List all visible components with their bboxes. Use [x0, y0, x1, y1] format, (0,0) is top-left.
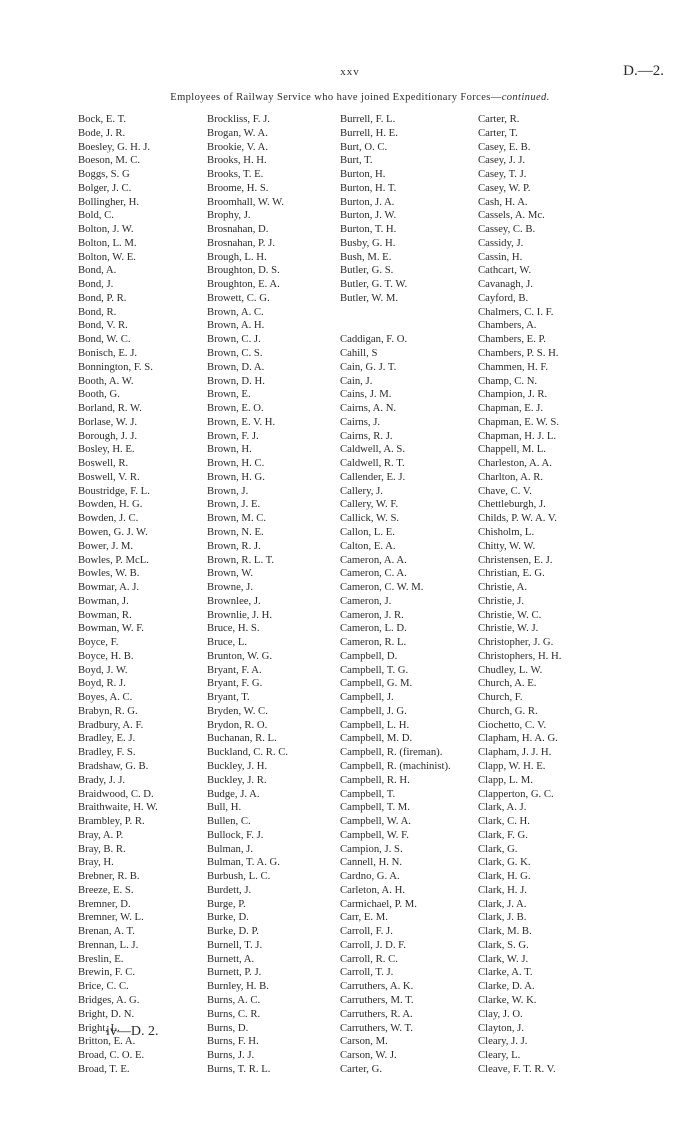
name-entry: Church, F. — [478, 691, 523, 704]
name-entry: Clark, J. A. — [478, 897, 527, 910]
name-entry: Burns, F. H. — [207, 1035, 259, 1048]
name-entry: Boyce, F. — [78, 636, 119, 649]
name-entry: Chapman, E. J. — [478, 402, 544, 415]
name-entry: Champ, C. N. — [478, 374, 538, 387]
name-entry: Bush, M. E. — [340, 250, 392, 263]
name-entry: Bond, W. C. — [78, 333, 131, 346]
name-entry: Campbell, M. D. — [340, 732, 413, 745]
name-entry: Britton, E. A. — [78, 1035, 136, 1048]
name-entry: Brown, N. E. — [207, 525, 264, 538]
name-entry: Burns, T. R. L. — [207, 1062, 271, 1075]
name-entry: Burton, J. W. — [340, 209, 397, 222]
name-entry: Breeze, E. S. — [78, 883, 134, 896]
name-entry: Brown, E. V. H. — [207, 415, 276, 428]
name-entry: Carroll, J. D. F. — [340, 938, 406, 951]
name-entry: Callery, J. — [340, 484, 383, 497]
name-entry: Brookie, V. A. — [207, 140, 269, 153]
name-entry: Carson, W. J. — [340, 1049, 397, 1062]
name-entry: Cameron, R. L. — [340, 636, 407, 649]
footer-reference: iv—D. 2. — [106, 1024, 159, 1039]
name-entry: Carter, R. — [478, 113, 520, 125]
name-entry: Cash, H. A. — [478, 195, 528, 208]
name-entry: Cain, G. J. T. — [340, 360, 397, 373]
name-column-1 — [78, 113, 158, 1077]
name-entry: Clark, A. J. — [478, 801, 527, 814]
name-entry: Browne, J. — [207, 581, 254, 594]
name-entry: Carter, G. — [340, 1062, 383, 1075]
name-entry: Brown, M. C. — [207, 512, 267, 525]
name-entry: Carter, T. — [478, 126, 518, 139]
heading-text: Employees of Railway Service who have joined Expeditionary Forces— — [170, 92, 502, 103]
name-entry: Buckland, C. R. C. — [207, 746, 289, 759]
name-entry: Clark, G. K. — [478, 856, 531, 869]
name-entry: Clark, G. — [478, 842, 518, 855]
name-entry: Burge, P. — [207, 897, 246, 910]
name-entry: Bolton, W. E. — [78, 250, 136, 263]
name-entry: Campbell, T. M. — [340, 801, 410, 814]
name-entry: Burns, C. R. — [207, 1007, 261, 1020]
name-entry: Chisholm, L. — [478, 525, 535, 538]
name-entry: Bock, E. T. — [78, 113, 126, 125]
name-entry: Cavanagh, J. — [478, 278, 533, 291]
name-entry: Brownlee, J. — [207, 594, 261, 607]
name-entry: Cameron, J. R. — [340, 608, 404, 621]
name-entry: Campbell, T. — [340, 787, 396, 800]
name-entry: Chapman, E. W. S. — [478, 415, 560, 428]
name-entry: Borland, R. W. — [78, 402, 142, 415]
name-entry: Brown, E. O. — [207, 402, 264, 415]
name-entry: Cameron, J. — [340, 594, 392, 607]
name-entry: Brice, C. C. — [78, 980, 129, 993]
name-entry: Chitty, W. W. — [478, 539, 536, 552]
name-entry: Church, G. R. — [478, 704, 538, 717]
name-entry: Bowden, H. G. — [78, 498, 143, 511]
name-entry: Boyd, R. J. — [78, 677, 126, 690]
name-entry: Brabyn, R. G. — [78, 704, 138, 717]
name-entry: Bowman, W. F. — [78, 622, 144, 635]
name-entry: Burns, J. J. — [207, 1049, 255, 1062]
name-entry: Caldwell, A. S. — [340, 443, 406, 456]
name-entry: Clapham, J. J. H. — [478, 746, 552, 759]
name-entry: Brosnahan, D. — [207, 223, 269, 236]
name-entry: Borlase, W. J. — [78, 415, 138, 428]
name-entry: Bonnington, F. S. — [78, 360, 153, 373]
name-entry: Bowles, W. B. — [78, 567, 140, 580]
name-entry: Clark, F. G. — [478, 828, 528, 841]
name-entry: Bode, J. R. — [78, 126, 126, 139]
name-entry: Carroll, T. J. — [340, 966, 394, 979]
name-entry: Clarke, A. T. — [478, 966, 533, 979]
name-entry: Carroll, R. C. — [340, 952, 398, 965]
name-entry: Campbell, G. M. — [340, 677, 413, 690]
name-entry: Burton, H. — [340, 168, 386, 181]
name-entry: Burke, D. — [207, 911, 249, 924]
name-entry: Casey, T. J. — [478, 168, 527, 181]
name-entry: Chave, C. V. — [478, 484, 532, 497]
name-entry: Chambers, A. — [478, 319, 537, 332]
name-entry: Clapp, W. H. E. — [478, 759, 546, 772]
name-entry: Cassey, C. B. — [478, 223, 536, 236]
name-entry: Bond, V. R. — [78, 319, 128, 332]
name-entry: Casey, E. B. — [478, 140, 531, 153]
name-entry: Cairns, J. — [340, 415, 381, 428]
name-entry: Brewin, F. C. — [78, 966, 136, 979]
name-entry: Budge, J. A. — [207, 787, 260, 800]
name-entry: Chambers, P. S. H. — [478, 347, 559, 360]
name-entry: Caldwell, R. T. — [340, 457, 405, 470]
name-entry: Butler, W. M. — [340, 291, 399, 304]
name-entry: Burrell, H. E. — [340, 126, 398, 139]
name-entry: Burton, J. A. — [340, 195, 395, 208]
name-entry: Bremner, D. — [78, 897, 131, 910]
name-entry: Burbush, L. C. — [207, 870, 271, 883]
name-entry: Broomhall, W. W. — [207, 195, 284, 208]
name-entry: Bray, A. P. — [78, 828, 124, 841]
name-entry: Busby, G. H. — [340, 236, 396, 249]
name-entry: Bond, J. — [78, 278, 114, 291]
name-entry: Carleton, A. H. — [340, 883, 406, 896]
name-entry: Brunton, W. G. — [207, 649, 273, 662]
name-entry: Burton, H. T. — [340, 181, 397, 194]
page-number: xxv — [340, 66, 360, 78]
name-entry: Braithwaite, H. W. — [78, 801, 158, 814]
name-entry: Bond, A. — [78, 264, 117, 277]
name-entry: Callick, W. S. — [340, 512, 400, 525]
name-entry: Booth, G. — [78, 388, 120, 401]
name-entry: Broome, H. S. — [207, 181, 269, 194]
name-entry: Clark, H. J. — [478, 883, 527, 896]
name-entry: Chapman, H. J. L. — [478, 429, 557, 442]
name-entry: Borough, J. J. — [78, 429, 138, 442]
name-column-2 — [207, 113, 288, 1077]
name-entry: Bolton, L. M. — [78, 236, 137, 249]
name-entry: Bullen, C. — [207, 815, 251, 828]
name-entry: Bulman, J. — [207, 842, 254, 855]
name-entry: Brydon, R. O. — [207, 718, 268, 731]
name-entry: Carruthers, A. K. — [340, 980, 414, 993]
name-entry: Brooks, H. H. — [207, 154, 267, 167]
name-entry: Cains, J. M. — [340, 388, 392, 401]
name-entry: Clapp, L. M. — [478, 773, 533, 786]
name-entry: Bryant, F. G. — [207, 677, 263, 690]
name-entry: Brown, C. J. — [207, 333, 261, 346]
name-entry: Campbell, R. (machinist). — [340, 759, 451, 772]
name-entry — [340, 319, 451, 333]
name-entry: Brown, R. L. T. — [207, 553, 274, 566]
name-entry: Christie, J. — [478, 594, 525, 607]
name-entry: Boswell, R. — [78, 457, 129, 470]
name-entry: Bonisch, E. J. — [78, 347, 138, 360]
name-entry: Brophy, J. — [207, 209, 251, 222]
name-entry: Clark, H. G. — [478, 870, 531, 883]
name-entry: Campbell, W. F. — [340, 828, 409, 841]
name-entry: Brady, J. J. — [78, 773, 126, 786]
name-entry: Braidwood, C. D. — [78, 787, 154, 800]
name-entry: Burton, T. H. — [340, 223, 397, 236]
name-entry: Chammen, H. F. — [478, 360, 549, 373]
name-entry: Campbell, D. — [340, 649, 398, 662]
name-entry: Chettleburgh, J. — [478, 498, 546, 511]
name-entry: Campion, J. S. — [340, 842, 403, 855]
name-entry: Campbell, L. H. — [340, 718, 410, 731]
name-entry: Cleary, L. — [478, 1049, 521, 1062]
name-entry: Buckley, J. H. — [207, 759, 268, 772]
name-entry: Carr, E. M. — [340, 911, 388, 924]
name-entry: Boyce, H. B. — [78, 649, 134, 662]
name-entry: Bright, D. N. — [78, 1007, 135, 1020]
name-entry: Brough, L. H. — [207, 250, 267, 263]
name-entry: Campbell, R. H. — [340, 773, 410, 786]
name-entry: Burdett, J. — [207, 883, 252, 896]
name-entry: Boeson, M. C. — [78, 154, 141, 167]
document-reference: D.—2. — [623, 63, 664, 79]
name-entry: Cameron, C. A. — [340, 567, 407, 580]
name-entry: Cathcart, W. — [478, 264, 532, 277]
name-entry: Brown, H. G. — [207, 470, 265, 483]
name-entry: Cassels, A. Mc. — [478, 209, 545, 222]
name-entry: Burnett, P. J. — [207, 966, 262, 979]
name-entry: Burt, T. — [340, 154, 373, 167]
name-entry: Chudley, L. W. — [478, 663, 543, 676]
name-entry: Brown, D. A. — [207, 360, 265, 373]
name-entry: Callon, L. E. — [340, 525, 395, 538]
name-entry: Charleston, A. A. — [478, 457, 552, 470]
name-entry: Carruthers, M. T. — [340, 994, 414, 1006]
name-entry: Clay, J. O. — [478, 1007, 523, 1020]
name-entry: Bullock, F. J. — [207, 828, 264, 841]
name-entry: Chappell, M. L. — [478, 443, 546, 456]
name-entry: Bond, P. R. — [78, 291, 127, 304]
name-entry: Burke, D. P. — [207, 925, 259, 938]
name-entry: Broughton, D. S. — [207, 264, 280, 277]
name-entry: Bright, L. — [78, 1021, 120, 1034]
name-entry: Chambers, E. P. — [478, 333, 546, 346]
name-entry: Christie, A. — [478, 581, 527, 594]
name-entry: Clark, M. B. — [478, 925, 532, 938]
name-entry: Boyd, J. W. — [78, 663, 128, 676]
name-entry: Burnett, A. — [207, 952, 255, 965]
heading-continued: continued. — [501, 92, 550, 103]
name-entry: Bolton, J. W. — [78, 223, 134, 236]
name-entry: Bond, R. — [78, 305, 117, 318]
name-entry: Bray, B. R. — [78, 842, 126, 855]
name-entry: Bower, J. M. — [78, 539, 134, 552]
name-entry: Bradshaw, G. B. — [78, 759, 149, 772]
name-entry: Bremner, W. L. — [78, 911, 144, 924]
name-entry: Brooks, T. E. — [207, 168, 264, 181]
name-entry: Bowles, P. McL. — [78, 553, 149, 566]
name-entry: Bryant, T. — [207, 691, 250, 704]
name-entry: Brownlie, J. H. — [207, 608, 273, 621]
name-entry: Brown, H. C. — [207, 457, 265, 470]
name-entry: Bradbury, A. F. — [78, 718, 144, 731]
name-entry: Bryant, F. A. — [207, 663, 262, 676]
name-entry: Brockliss, F. J. — [207, 113, 270, 125]
name-entry: Clarke, W. K. — [478, 994, 537, 1006]
name-entry: Bolger, J. C. — [78, 181, 132, 194]
name-entry: Cassidy, J. — [478, 236, 524, 249]
name-entry: Butler, G. S. — [340, 264, 394, 277]
name-entry: Brown, F. J. — [207, 429, 259, 442]
name-entry: Bridges, A. G. — [78, 994, 140, 1006]
name-entry: Broad, C. O. E. — [78, 1049, 145, 1062]
name-entry: Christensen, E. J. — [478, 553, 553, 566]
name-entry: Brown, W. — [207, 567, 254, 580]
name-entry: Christian, E. G. — [478, 567, 545, 580]
name-entry: Brown, A. C. — [207, 305, 264, 318]
name-entry: Burns, A. C. — [207, 994, 261, 1006]
name-entry: Clark, J. B. — [478, 911, 527, 924]
name-entry: Burnley, H. B. — [207, 980, 269, 993]
name-entry: Clark, W. J. — [478, 952, 529, 965]
name-entry: Boustridge, F. L. — [78, 484, 150, 497]
name-entry: Cleary, J. J. — [478, 1035, 528, 1048]
name-entry: Church, A. E. — [478, 677, 537, 690]
name-entry: Champion, J. R. — [478, 388, 548, 401]
name-entry: Cardno, G. A. — [340, 870, 400, 883]
name-entry: Bray, H. — [78, 856, 114, 869]
name-entry: Brown, D. H. — [207, 374, 265, 387]
name-entry: Clark, S. G. — [478, 938, 529, 951]
name-entry: Bradley, F. S. — [78, 746, 136, 759]
section-heading — [40, 92, 680, 103]
name-entry: Bosley, H. E. — [78, 443, 135, 456]
name-entry: Casey, J. J. — [478, 154, 526, 167]
name-entry: Chalmers, C. I. F. — [478, 305, 554, 318]
name-entry: Clapham, H. A. G. — [478, 732, 558, 745]
name-entry: Christie, W. J. — [478, 622, 539, 635]
name-entry: Clapperton, G. C. — [478, 787, 554, 800]
name-entry: Cairns, R. J. — [340, 429, 393, 442]
name-entry: Bull, H. — [207, 801, 242, 814]
name-entry: Carroll, F. J. — [340, 925, 393, 938]
name-entry: Charlton, A. R. — [478, 470, 544, 483]
name-entry: Bryden, W. C. — [207, 704, 268, 717]
name-entry: Calton, E. A. — [340, 539, 396, 552]
name-entry: Bowen, G. J. W. — [78, 525, 148, 538]
name-entry: Bradley, E. J. — [78, 732, 136, 745]
name-entry: Casey, W. P. — [478, 181, 531, 194]
name-entry: Brenan, A. T. — [78, 925, 135, 938]
name-entry: Cameron, C. W. M. — [340, 581, 424, 594]
name-entry: Carmichael, P. M. — [340, 897, 417, 910]
name-entry: Brennan, L. J. — [78, 938, 139, 951]
name-entry: Christie, W. C. — [478, 608, 542, 621]
name-entry: Campbell, W. A. — [340, 815, 411, 828]
name-entry: Brambley, P. R. — [78, 815, 145, 828]
name-entry: Brown, A. H. — [207, 319, 265, 332]
name-entry: Burnell, T. J. — [207, 938, 263, 951]
name-entry: Brown, J. E. — [207, 498, 261, 511]
name-entry: Campbell, R. (fireman). — [340, 746, 443, 759]
name-entry: Brown, C. S. — [207, 347, 263, 360]
name-entry: Buchanan, R. L. — [207, 732, 277, 745]
name-entry: Boggs, S. G — [78, 168, 130, 181]
name-entry: Campbell, T. G. — [340, 663, 409, 676]
name-entry: Bollingher, H. — [78, 195, 140, 208]
name-entry: Broughton, E. A. — [207, 278, 280, 291]
name-entry: Cannell, H. N. — [340, 856, 403, 869]
name-entry: Clarke, D. A. — [478, 980, 535, 993]
name-entry: Ciochetto, C. V. — [478, 718, 547, 731]
name-entry: Burrell, F. L. — [340, 113, 396, 125]
name-entry: Callender, E. J. — [340, 470, 406, 483]
name-entry: Browett, C. G. — [207, 291, 270, 304]
name-entry: Bowden, J. C. — [78, 512, 139, 525]
name-entry: Brebner, R. B. — [78, 870, 140, 883]
name-entry: Cairns, A. N. — [340, 402, 397, 415]
name-entry: Bowmar, A. J. — [78, 581, 140, 594]
name-entry: Booth, A. W. — [78, 374, 134, 387]
name-entry: Childs, P. W. A. V. — [478, 512, 557, 525]
name-entry: Cain, J. — [340, 374, 373, 387]
name-entry: Bruce, H. S. — [207, 622, 260, 635]
name-entry: Buckley, J. R. — [207, 773, 267, 786]
name-entry: Callery, W. F. — [340, 498, 399, 511]
name-entry: Clark, C. H. — [478, 815, 530, 828]
name-entry: Cleave, F. T. R. V. — [478, 1062, 556, 1075]
name-entry: Butler, G. T. W. — [340, 278, 408, 291]
name-entry: Carson, M. — [340, 1035, 388, 1048]
name-entry: Brown, H. — [207, 443, 252, 456]
name-entry: Bulman, T. A. G. — [207, 856, 280, 869]
name-entry: Brogan, W. A. — [207, 126, 268, 139]
name-entry: Christopher, J. G. — [478, 636, 554, 649]
name-entry: Bowman, J. — [78, 594, 129, 607]
name-entry — [340, 306, 451, 320]
name-entry: Bowman, R. — [78, 608, 132, 621]
name-entry: Cameron, L. D. — [340, 622, 407, 635]
name-entry: Brosnahan, P. J. — [207, 236, 275, 249]
name-entry: Bold, C. — [78, 209, 114, 222]
name-entry: Boyes, A. C. — [78, 691, 133, 704]
name-entry: Cassin, H. — [478, 250, 523, 263]
name-entry: Broad, T. E. — [78, 1062, 130, 1075]
name-column-4 — [478, 113, 561, 1077]
name-entry: Christophers, H. H. — [478, 649, 562, 662]
name-entry: Burns, D. — [207, 1021, 249, 1034]
name-entry: Boswell, V. R. — [78, 470, 140, 483]
name-entry: Brown, R. J. — [207, 539, 261, 552]
name-entry: Brown, E. — [207, 388, 251, 401]
name-entry: Bruce, L. — [207, 636, 248, 649]
name-entry: Brown, J. — [207, 484, 249, 497]
name-entry: Burt, O. C. — [340, 140, 388, 153]
name-entry: Clayton, J. — [478, 1021, 525, 1034]
name-entry: Cayford, B. — [478, 291, 529, 304]
name-entry: Cahill, S — [340, 347, 378, 360]
name-entry: Campbell, J. — [340, 691, 394, 704]
name-entry: Caddigan, F. O. — [340, 333, 408, 346]
name-entry: Boesley, G. H. J. — [78, 140, 151, 153]
name-entry: Breslin, E. — [78, 952, 124, 965]
name-entry: Cameron, A. A. — [340, 553, 407, 566]
name-entry: Carruthers, R. A. — [340, 1007, 413, 1020]
name-entry: Campbell, J. G. — [340, 704, 407, 717]
name-column-3 — [340, 113, 451, 1077]
name-entry: Carruthers, W. T. — [340, 1021, 413, 1034]
